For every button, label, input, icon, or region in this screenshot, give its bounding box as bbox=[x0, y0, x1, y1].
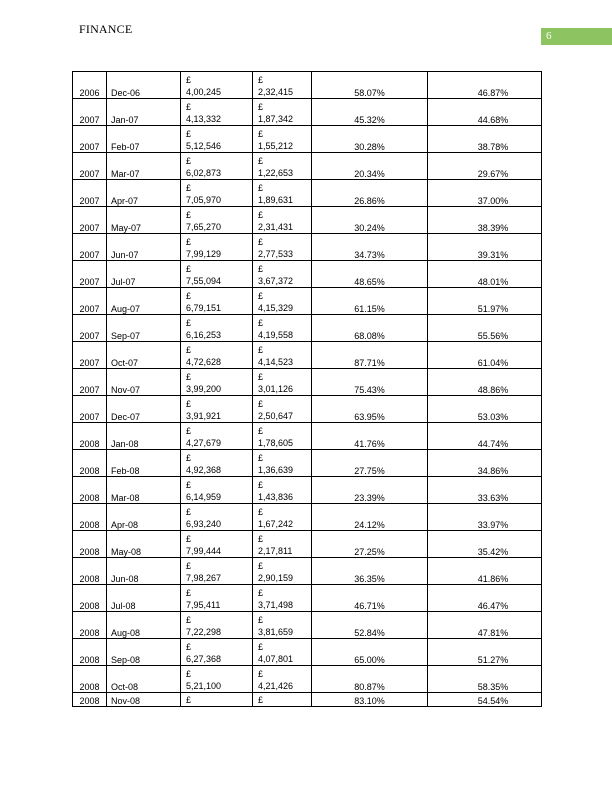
second-percent-cell: 44.74% bbox=[428, 423, 542, 450]
table-row bbox=[73, 288, 542, 315]
document-header-title: FINANCE bbox=[79, 22, 133, 36]
amount-cell bbox=[181, 504, 253, 531]
table-body bbox=[73, 72, 542, 707]
percent-cell: 36.35% bbox=[312, 558, 428, 585]
amount-cell bbox=[181, 369, 253, 396]
second-amount-cell bbox=[253, 477, 312, 504]
month-cell: May-07 bbox=[107, 207, 181, 234]
second-percent-cell: 33.97% bbox=[428, 504, 542, 531]
amount-cell bbox=[181, 342, 253, 369]
month-cell: Apr-07 bbox=[107, 180, 181, 207]
second-percent-cell: 38.39% bbox=[428, 207, 542, 234]
month-cell: Dec-07 bbox=[107, 396, 181, 423]
year-cell: 2008 bbox=[73, 639, 107, 666]
second-percent-cell: 35.42% bbox=[428, 531, 542, 558]
amount-value: 4,14,523 bbox=[258, 357, 294, 367]
page-number-badge: 6 bbox=[541, 28, 612, 45]
percent-cell: 34.73% bbox=[312, 234, 428, 261]
amount-cell bbox=[181, 612, 253, 639]
amount-value: 2,50,647 bbox=[258, 411, 294, 421]
second-amount-cell bbox=[253, 612, 312, 639]
amount-cell bbox=[181, 558, 253, 585]
amount-cell bbox=[181, 234, 253, 261]
table-row bbox=[73, 666, 542, 693]
month-cell: Dec-06 bbox=[107, 72, 181, 99]
percent-cell: 68.08% bbox=[312, 315, 428, 342]
currency-symbol: £ bbox=[258, 156, 264, 166]
year-cell: 2008 bbox=[73, 693, 107, 707]
percent-cell: 24.12% bbox=[312, 504, 428, 531]
amount-value: 5,21,100 bbox=[186, 681, 222, 691]
second-amount-cell bbox=[253, 234, 312, 261]
amount-value: 4,27,679 bbox=[186, 438, 222, 448]
currency-symbol: £ bbox=[258, 291, 264, 301]
currency-symbol: £ bbox=[258, 507, 264, 517]
amount-cell bbox=[181, 99, 253, 126]
amount-value: 5,12,546 bbox=[186, 141, 222, 151]
amount-value: 7,99,129 bbox=[186, 249, 222, 259]
currency-symbol: £ bbox=[258, 453, 264, 463]
month-cell: Jul-07 bbox=[107, 261, 181, 288]
currency-symbol: £ bbox=[186, 507, 192, 517]
currency-symbol: £ bbox=[186, 345, 192, 355]
currency-symbol: £ bbox=[186, 264, 192, 274]
second-amount-cell bbox=[253, 693, 312, 707]
amount-value: 6,27,368 bbox=[186, 654, 222, 664]
amount-value: 1,78,605 bbox=[258, 438, 294, 448]
month-cell: Mar-08 bbox=[107, 477, 181, 504]
year-cell: 2008 bbox=[73, 666, 107, 693]
second-percent-cell: 53.03% bbox=[428, 396, 542, 423]
currency-symbol: £ bbox=[186, 399, 192, 409]
amount-cell bbox=[181, 72, 253, 99]
currency-symbol: £ bbox=[258, 102, 264, 112]
second-amount-cell bbox=[253, 423, 312, 450]
amount-value: 1,43,836 bbox=[258, 492, 294, 502]
currency-symbol: £ bbox=[186, 372, 192, 382]
currency-symbol: £ bbox=[258, 642, 264, 652]
month-cell: Aug-08 bbox=[107, 612, 181, 639]
currency-symbol: £ bbox=[186, 453, 192, 463]
second-amount-cell bbox=[253, 639, 312, 666]
second-percent-cell: 47.81% bbox=[428, 612, 542, 639]
amount-value: 6,02,873 bbox=[186, 168, 222, 178]
amount-value: 4,00,245 bbox=[186, 87, 222, 97]
second-amount-cell bbox=[253, 153, 312, 180]
month-cell: Nov-07 bbox=[107, 369, 181, 396]
second-percent-cell: 29.67% bbox=[428, 153, 542, 180]
amount-value: 2,32,415 bbox=[258, 87, 294, 97]
amount-cell bbox=[181, 639, 253, 666]
table-row bbox=[73, 585, 542, 612]
percent-cell: 61.15% bbox=[312, 288, 428, 315]
table-row bbox=[73, 207, 542, 234]
currency-symbol: £ bbox=[258, 129, 264, 139]
percent-cell: 52.84% bbox=[312, 612, 428, 639]
amount-value: 4,92,368 bbox=[186, 465, 222, 475]
month-cell: Oct-08 bbox=[107, 666, 181, 693]
amount-value: 3,91,921 bbox=[186, 411, 222, 421]
second-percent-cell: 55.56% bbox=[428, 315, 542, 342]
second-amount-cell bbox=[253, 180, 312, 207]
finance-data-table bbox=[72, 71, 542, 707]
month-cell: Feb-07 bbox=[107, 126, 181, 153]
currency-symbol: £ bbox=[258, 237, 264, 247]
amount-cell bbox=[181, 585, 253, 612]
amount-cell bbox=[181, 180, 253, 207]
currency-symbol: £ bbox=[186, 210, 192, 220]
amount-cell bbox=[181, 288, 253, 315]
currency-symbol: £ bbox=[186, 534, 192, 544]
second-amount-cell bbox=[253, 666, 312, 693]
percent-cell: 87.71% bbox=[312, 342, 428, 369]
amount-value: 6,16,253 bbox=[186, 330, 222, 340]
currency-symbol: £ bbox=[186, 318, 192, 328]
amount-cell bbox=[181, 126, 253, 153]
amount-value: 3,01,126 bbox=[258, 384, 294, 394]
year-cell: 2007 bbox=[73, 234, 107, 261]
year-cell: 2006 bbox=[73, 72, 107, 99]
second-percent-cell: 61.04% bbox=[428, 342, 542, 369]
year-cell: 2007 bbox=[73, 207, 107, 234]
currency-symbol: £ bbox=[186, 695, 192, 705]
year-cell: 2007 bbox=[73, 180, 107, 207]
currency-symbol: £ bbox=[186, 615, 192, 625]
currency-symbol: £ bbox=[258, 318, 264, 328]
table-row bbox=[73, 261, 542, 288]
month-cell: Aug-07 bbox=[107, 288, 181, 315]
year-cell: 2008 bbox=[73, 477, 107, 504]
month-cell: Jan-08 bbox=[107, 423, 181, 450]
second-percent-cell: 46.47% bbox=[428, 585, 542, 612]
amount-value: 6,14,959 bbox=[186, 492, 222, 502]
percent-cell: 58.07% bbox=[312, 72, 428, 99]
table-row bbox=[73, 153, 542, 180]
percent-cell: 27.25% bbox=[312, 531, 428, 558]
currency-symbol: £ bbox=[258, 210, 264, 220]
second-amount-cell bbox=[253, 72, 312, 99]
currency-symbol: £ bbox=[186, 156, 192, 166]
year-cell: 2007 bbox=[73, 153, 107, 180]
second-percent-cell: 33.63% bbox=[428, 477, 542, 504]
amount-value: 7,22,298 bbox=[186, 627, 222, 637]
second-percent-cell: 48.86% bbox=[428, 369, 542, 396]
currency-symbol: £ bbox=[258, 615, 264, 625]
second-amount-cell bbox=[253, 207, 312, 234]
table-row bbox=[73, 639, 542, 666]
amount-value: 7,98,267 bbox=[186, 573, 222, 583]
currency-symbol: £ bbox=[258, 588, 264, 598]
amount-value: 2,90,159 bbox=[258, 573, 294, 583]
amount-value: 1,55,212 bbox=[258, 141, 294, 151]
second-percent-cell: 54.54% bbox=[428, 693, 542, 707]
table-row bbox=[73, 396, 542, 423]
amount-cell bbox=[181, 477, 253, 504]
amount-value: 3,99,200 bbox=[186, 384, 222, 394]
second-percent-cell: 51.97% bbox=[428, 288, 542, 315]
second-amount-cell bbox=[253, 99, 312, 126]
amount-value: 6,79,151 bbox=[186, 303, 222, 313]
second-amount-cell bbox=[253, 315, 312, 342]
table-row bbox=[73, 126, 542, 153]
second-amount-cell bbox=[253, 531, 312, 558]
amount-cell bbox=[181, 450, 253, 477]
year-cell: 2007 bbox=[73, 126, 107, 153]
amount-value: 4,13,332 bbox=[186, 114, 222, 124]
currency-symbol: £ bbox=[258, 345, 264, 355]
table-row bbox=[73, 531, 542, 558]
percent-cell: 63.95% bbox=[312, 396, 428, 423]
amount-value: 7,05,970 bbox=[186, 195, 222, 205]
month-cell: Jun-07 bbox=[107, 234, 181, 261]
percent-cell: 65.00% bbox=[312, 639, 428, 666]
month-cell: Apr-08 bbox=[107, 504, 181, 531]
year-cell: 2007 bbox=[73, 369, 107, 396]
currency-symbol: £ bbox=[186, 480, 192, 490]
percent-cell: 41.76% bbox=[312, 423, 428, 450]
currency-symbol: £ bbox=[186, 561, 192, 571]
amount-cell bbox=[181, 531, 253, 558]
percent-cell: 23.39% bbox=[312, 477, 428, 504]
year-cell: 2007 bbox=[73, 342, 107, 369]
currency-symbol: £ bbox=[258, 534, 264, 544]
currency-symbol: £ bbox=[258, 669, 264, 679]
percent-cell: 30.24% bbox=[312, 207, 428, 234]
amount-value: 4,07,801 bbox=[258, 654, 294, 664]
table-row bbox=[73, 369, 542, 396]
currency-symbol: £ bbox=[186, 642, 192, 652]
year-cell: 2008 bbox=[73, 504, 107, 531]
amount-value: 1,89,631 bbox=[258, 195, 294, 205]
currency-symbol: £ bbox=[258, 264, 264, 274]
year-cell: 2008 bbox=[73, 531, 107, 558]
amount-value: 1,36,639 bbox=[258, 465, 294, 475]
currency-symbol: £ bbox=[258, 372, 264, 382]
month-cell: Mar-07 bbox=[107, 153, 181, 180]
amount-cell bbox=[181, 423, 253, 450]
percent-cell: 20.34% bbox=[312, 153, 428, 180]
table-row bbox=[73, 558, 542, 585]
amount-value: 1,87,342 bbox=[258, 114, 294, 124]
amount-value: 4,72,628 bbox=[186, 357, 222, 367]
currency-symbol: £ bbox=[186, 426, 192, 436]
currency-symbol: £ bbox=[186, 669, 192, 679]
year-cell: 2008 bbox=[73, 558, 107, 585]
amount-value: 2,77,533 bbox=[258, 249, 294, 259]
second-percent-cell: 44.68% bbox=[428, 99, 542, 126]
currency-symbol: £ bbox=[258, 75, 264, 85]
second-percent-cell: 46.87% bbox=[428, 72, 542, 99]
amount-cell bbox=[181, 666, 253, 693]
amount-value: 3,71,498 bbox=[258, 600, 294, 610]
year-cell: 2007 bbox=[73, 396, 107, 423]
second-amount-cell bbox=[253, 585, 312, 612]
percent-cell: 80.87% bbox=[312, 666, 428, 693]
amount-value: 4,19,558 bbox=[258, 330, 294, 340]
currency-symbol: £ bbox=[186, 129, 192, 139]
currency-symbol: £ bbox=[186, 237, 192, 247]
amount-value: 7,95,411 bbox=[186, 600, 221, 610]
amount-cell bbox=[181, 207, 253, 234]
percent-cell: 30.28% bbox=[312, 126, 428, 153]
amount-cell bbox=[181, 261, 253, 288]
amount-value: 3,81,659 bbox=[258, 627, 294, 637]
table-row bbox=[73, 99, 542, 126]
percent-cell: 48.65% bbox=[312, 261, 428, 288]
amount-value: 2,31,431 bbox=[258, 222, 294, 232]
month-cell: Jan-07 bbox=[107, 99, 181, 126]
amount-cell bbox=[181, 396, 253, 423]
table-row bbox=[73, 612, 542, 639]
second-percent-cell: 58.35% bbox=[428, 666, 542, 693]
month-cell: Sep-07 bbox=[107, 315, 181, 342]
second-percent-cell: 48.01% bbox=[428, 261, 542, 288]
percent-cell: 26.86% bbox=[312, 180, 428, 207]
table-row bbox=[73, 477, 542, 504]
table-row bbox=[73, 234, 542, 261]
amount-value: 1,67,242 bbox=[258, 519, 294, 529]
year-cell: 2007 bbox=[73, 288, 107, 315]
table-row bbox=[73, 315, 542, 342]
currency-symbol: £ bbox=[186, 183, 192, 193]
currency-symbol: £ bbox=[186, 75, 192, 85]
second-amount-cell bbox=[253, 504, 312, 531]
table-row bbox=[73, 180, 542, 207]
second-amount-cell bbox=[253, 396, 312, 423]
second-percent-cell: 38.78% bbox=[428, 126, 542, 153]
amount-value: 2,17,811 bbox=[258, 546, 293, 556]
second-percent-cell: 41.86% bbox=[428, 558, 542, 585]
currency-symbol: £ bbox=[186, 588, 192, 598]
table-row bbox=[73, 342, 542, 369]
currency-symbol: £ bbox=[258, 399, 264, 409]
second-amount-cell bbox=[253, 342, 312, 369]
month-cell: Nov-08 bbox=[107, 693, 181, 707]
percent-cell: 75.43% bbox=[312, 369, 428, 396]
month-cell: Jun-08 bbox=[107, 558, 181, 585]
table-row bbox=[73, 504, 542, 531]
month-cell: Jul-08 bbox=[107, 585, 181, 612]
amount-value: 1,22,653 bbox=[258, 168, 294, 178]
second-amount-cell bbox=[253, 369, 312, 396]
amount-value: 7,99,444 bbox=[186, 546, 222, 556]
second-percent-cell: 37.00% bbox=[428, 180, 542, 207]
second-amount-cell bbox=[253, 558, 312, 585]
month-cell: Sep-08 bbox=[107, 639, 181, 666]
amount-cell bbox=[181, 693, 253, 707]
year-cell: 2007 bbox=[73, 261, 107, 288]
second-amount-cell bbox=[253, 288, 312, 315]
percent-cell: 27.75% bbox=[312, 450, 428, 477]
currency-symbol: £ bbox=[258, 183, 264, 193]
percent-cell: 83.10% bbox=[312, 693, 428, 707]
year-cell: 2008 bbox=[73, 612, 107, 639]
currency-symbol: £ bbox=[186, 102, 192, 112]
amount-cell bbox=[181, 315, 253, 342]
month-cell: Feb-08 bbox=[107, 450, 181, 477]
amount-value: 7,55,094 bbox=[186, 276, 222, 286]
year-cell: 2008 bbox=[73, 585, 107, 612]
month-cell: Oct-07 bbox=[107, 342, 181, 369]
amount-value: 4,15,329 bbox=[258, 303, 294, 313]
second-percent-cell: 34.86% bbox=[428, 450, 542, 477]
currency-symbol: £ bbox=[186, 291, 192, 301]
year-cell: 2007 bbox=[73, 315, 107, 342]
table-row bbox=[73, 72, 542, 99]
currency-symbol: £ bbox=[258, 426, 264, 436]
table-row bbox=[73, 693, 542, 707]
month-cell: May-08 bbox=[107, 531, 181, 558]
year-cell: 2008 bbox=[73, 423, 107, 450]
second-percent-cell: 51.27% bbox=[428, 639, 542, 666]
year-cell: 2007 bbox=[73, 99, 107, 126]
percent-cell: 46.71% bbox=[312, 585, 428, 612]
currency-symbol: £ bbox=[258, 695, 264, 705]
amount-value: 4,21,426 bbox=[258, 681, 294, 691]
table-row bbox=[73, 423, 542, 450]
currency-symbol: £ bbox=[258, 480, 264, 490]
amount-value: 7,65,270 bbox=[186, 222, 222, 232]
amount-value: 6,93,240 bbox=[186, 519, 222, 529]
second-percent-cell: 39.31% bbox=[428, 234, 542, 261]
second-amount-cell bbox=[253, 261, 312, 288]
percent-cell: 45.32% bbox=[312, 99, 428, 126]
amount-value: 3,67,372 bbox=[258, 276, 294, 286]
year-cell: 2008 bbox=[73, 450, 107, 477]
second-amount-cell bbox=[253, 126, 312, 153]
second-amount-cell bbox=[253, 450, 312, 477]
currency-symbol: £ bbox=[258, 561, 264, 571]
amount-cell bbox=[181, 153, 253, 180]
table-row bbox=[73, 450, 542, 477]
